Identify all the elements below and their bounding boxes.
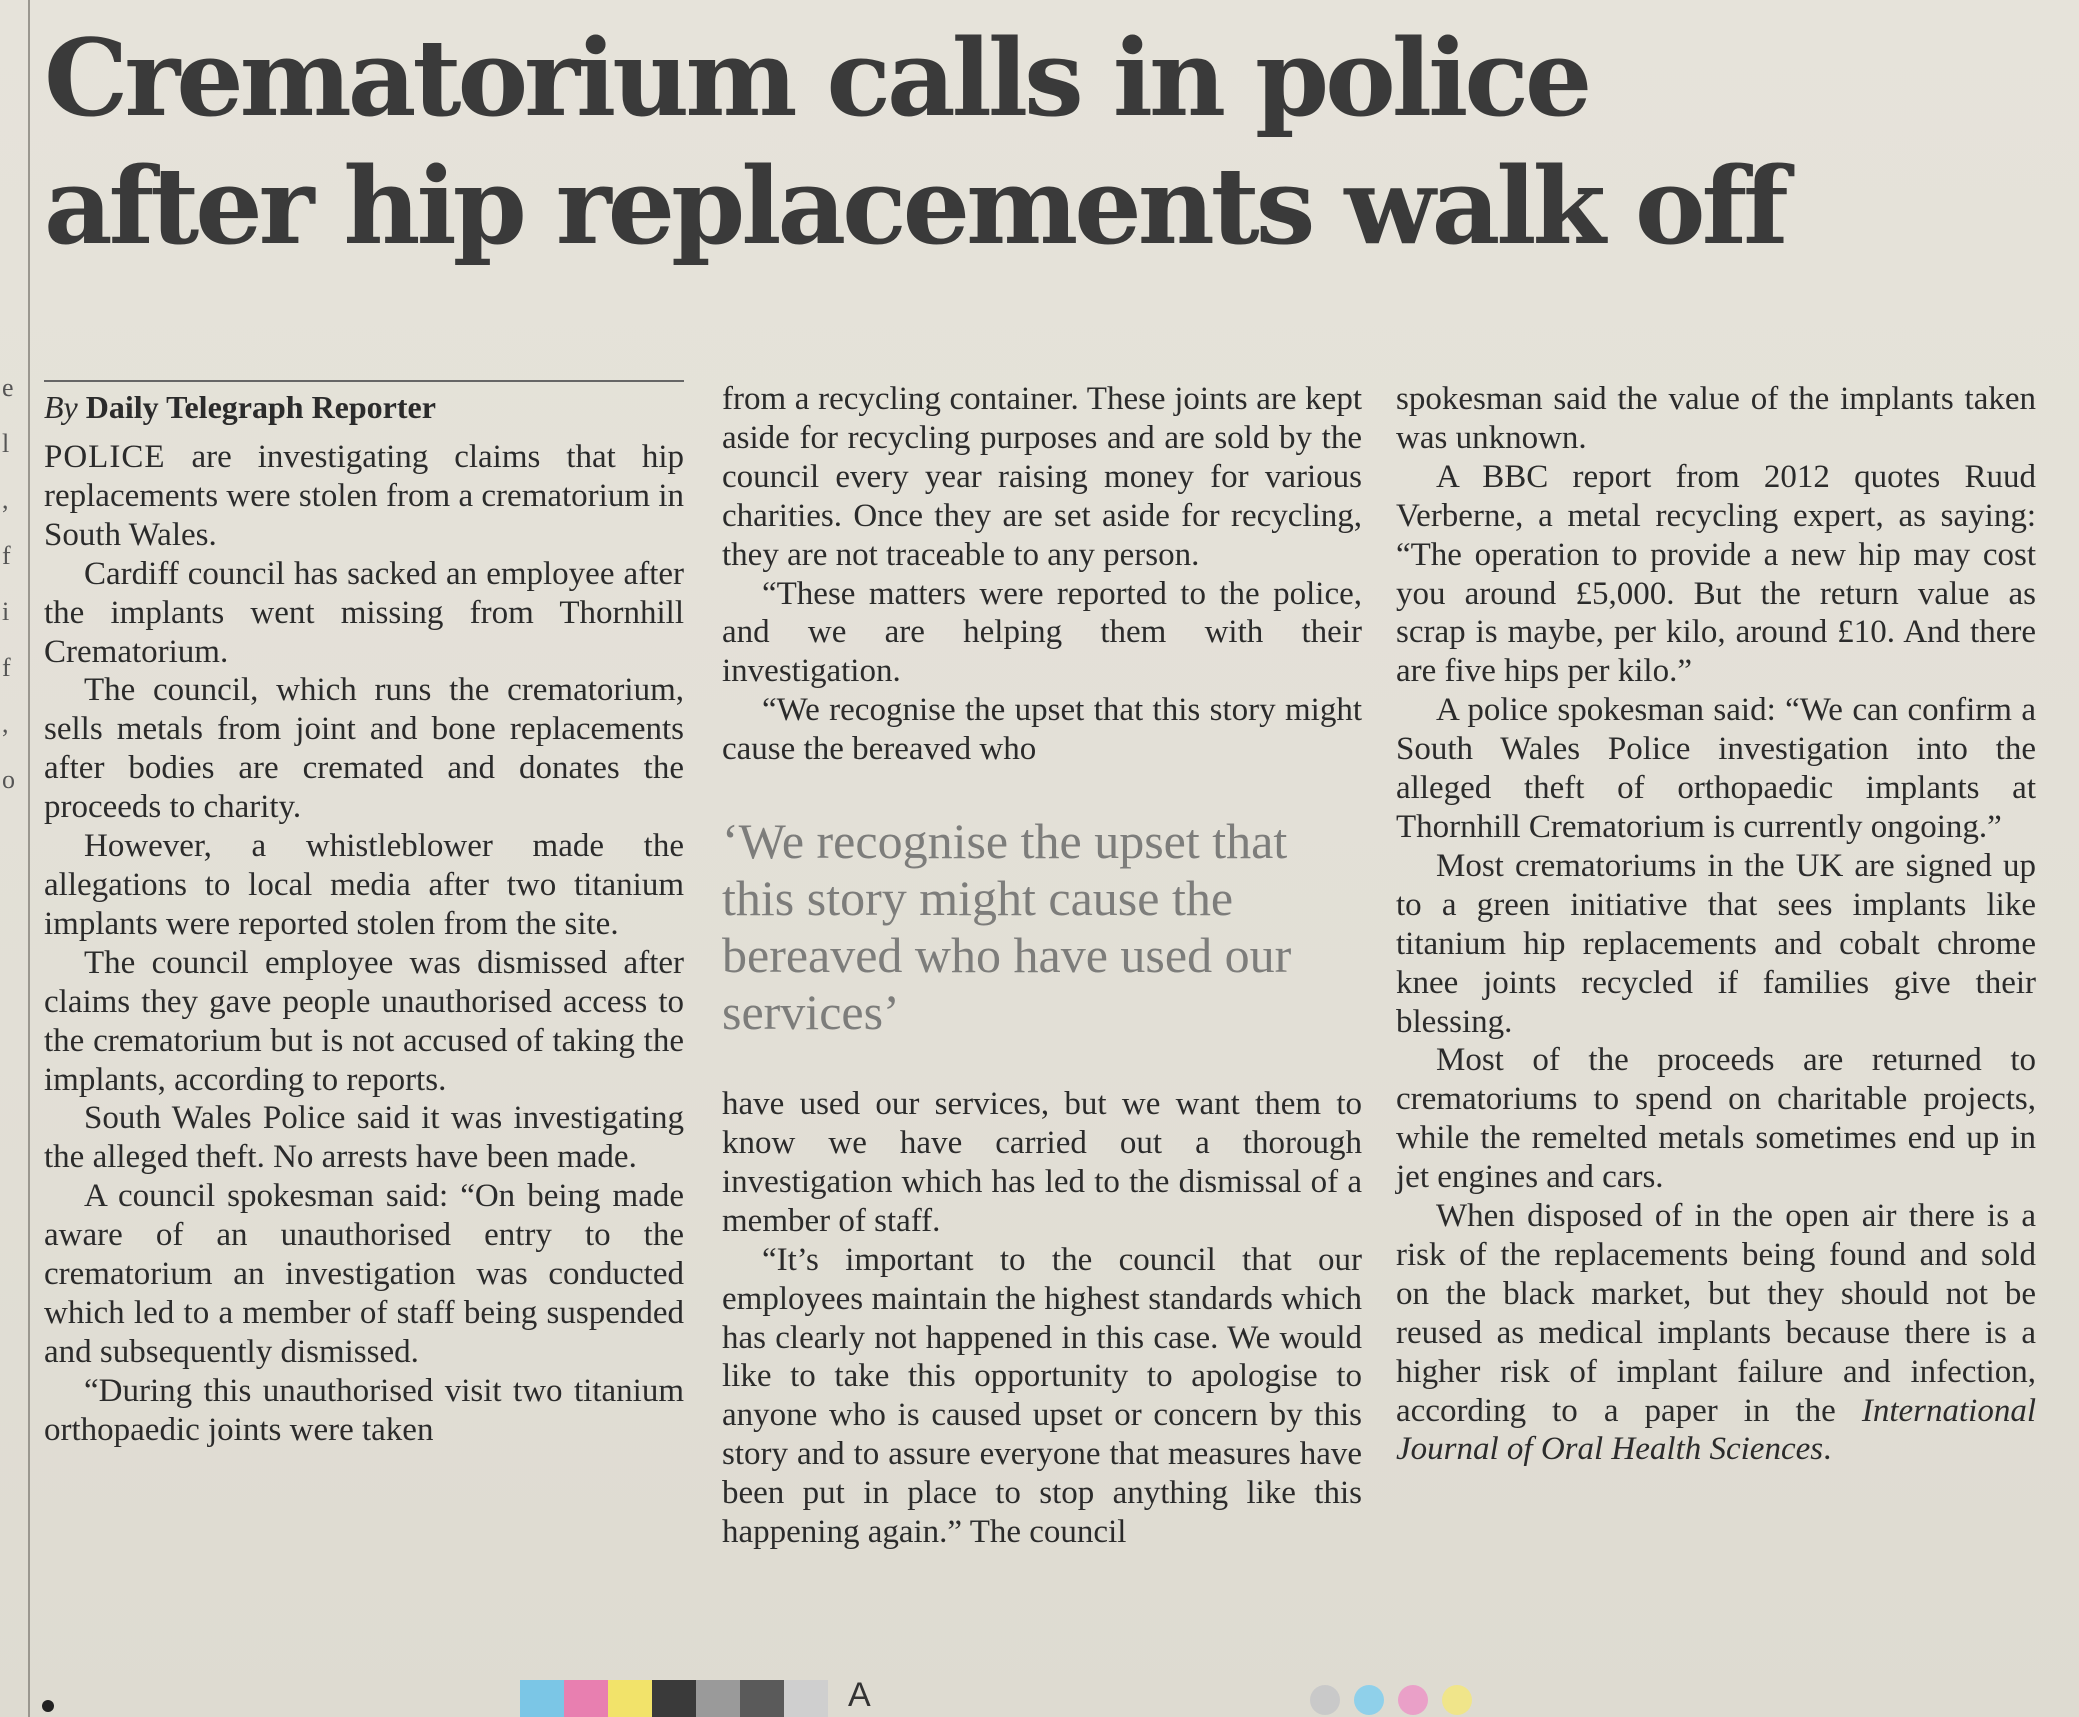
- color-dot: [1442, 1685, 1472, 1715]
- paragraph: A BBC report from 2012 quotes Ruud Verberne, a metal recycling expert, as saying: “The operation to provide a new hip may cost you around £5,000. But the return value as scrap is maybe, per kilo, around £10. And there are five hips per kilo.”: [1396, 458, 2036, 690]
- headline-line-2: after hip replacements walk off: [44, 143, 1785, 268]
- paragraph: “During this unauthorised visit two titanium orthopaedic joints were taken: [44, 1372, 684, 1448]
- color-swatch: [740, 1680, 784, 1717]
- paragraph: Most crematoriums in the UK are signed up to a green initiative that sees implants like titanium hip replacements and cobalt chrome knee joints recycled if families give their blessing.: [1396, 847, 2036, 1040]
- paragraph: from a recycling container. These joints are kept aside for recycling purposes and are sold by the council every year raising money for various charities. Once they are set aside for recycling, they are not traceable to any person.: [722, 381, 1362, 573]
- paragraph: “These matters were reported to the police, and we are helping them with their investigation.: [722, 575, 1362, 690]
- byline-rule: [44, 380, 684, 382]
- paragraph: Most of the proceeds are returned to crematoriums to spend on charitable projects, while the remelted metals sometimes end up in jet engines and cars.: [1396, 1042, 2036, 1196]
- paragraph: The council, which runs the crematorium, sells metals from joint and bone replacements after bodies are cremated and donates the proceeds to charity.: [44, 672, 684, 826]
- color-dot: [1310, 1685, 1340, 1715]
- color-swatch: [564, 1680, 608, 1717]
- registration-dot: [42, 1700, 54, 1712]
- paragraph-end: .: [1823, 1431, 1832, 1468]
- paragraph-text: When disposed of in the open air there is a risk of the replacements being found and sold on the black market, but they should not be reused as medical implants because there is a higher risk of implant failure and infection, according to a paper in the: [1396, 1198, 2036, 1429]
- paragraph: Cardiff council has sacked an employee after the implants went missing from Thornhill Crematorium.: [44, 555, 684, 670]
- paragraph: South Wales Police said it was investigating the alleged theft. No arrests have been made.: [44, 1100, 684, 1176]
- color-swatch: [608, 1680, 652, 1717]
- byline-by: By: [44, 389, 78, 425]
- paragraph: The council employee was dismissed after claims they gave people unauthorised access to the crematorium but is not accused of taking the implants, according to reports.: [44, 944, 684, 1098]
- article-column-3: [1396, 380, 2036, 1469]
- pull-quote: ‘We recognise the upset that this story might cause the bereaved who have used our services’: [722, 813, 1292, 1041]
- byline-name: Daily Telegraph Reporter: [85, 389, 436, 425]
- paragraph: However, a whistleblower made the allegations to local media after two titanium implants were reported stolen from the site.: [44, 828, 684, 942]
- registration-dots: [1310, 1685, 1472, 1715]
- color-swatch: [520, 1680, 564, 1717]
- color-swatch: [652, 1680, 696, 1717]
- paragraph: “It’s important to the council that our employees maintain the highest standards which has clearly not happened in this case. We would like to take this opportunity to apologise to anyone who is caused upset or concern by this story and to assure everyone that measures have been put in place to stop anything like this happening again.” The council: [722, 1241, 1362, 1551]
- journal-title: International Journal of Oral Health Sciences: [1396, 1392, 2036, 1468]
- color-dot: [1398, 1685, 1428, 1715]
- article-column-2: [722, 380, 1362, 1552]
- adjacent-column-fragment: e l , f i f , o: [2, 373, 15, 794]
- paragraph: A council spokesman said: “On being made aware of an unauthorised entry to the crematorium an investigation was conducted which led to a member of staff being suspended and subsequently dismissed.: [44, 1178, 684, 1370]
- paragraph: [44, 438, 684, 555]
- paragraph: “We recognise the upset that this story might cause the bereaved who: [722, 692, 1362, 768]
- paragraph: spokesman said the value of the implants taken was unknown.: [1396, 381, 2036, 456]
- color-dot: [1354, 1685, 1384, 1715]
- color-swatch: [696, 1680, 740, 1717]
- paragraph: [1396, 1197, 2036, 1469]
- article-column-1: [44, 380, 684, 1450]
- paragraph: have used our services, but we want them to know we have carried out a thorough investigation which has led to the dismissal of a member of staff.: [722, 1086, 1362, 1239]
- registration-letter: A: [848, 1676, 871, 1714]
- paragraph: A police spokesman said: “We can confirm a South Wales Police investigation into the alleged theft of orthopaedic implants at Thornhill Crematorium is currently ongoing.”: [1396, 692, 2036, 845]
- lead-word: POLICE: [44, 439, 166, 475]
- paragraph-text: are investigating claims that hip replacements were stolen from a crematorium in South Wales.: [44, 439, 684, 553]
- headline-line-1: Crematorium calls in police: [44, 15, 1589, 140]
- color-swatch: [784, 1680, 828, 1717]
- byline: [44, 388, 684, 426]
- headline: [44, 14, 2024, 270]
- column-rule-left: [28, 0, 30, 1717]
- color-registration-strip: [520, 1680, 828, 1717]
